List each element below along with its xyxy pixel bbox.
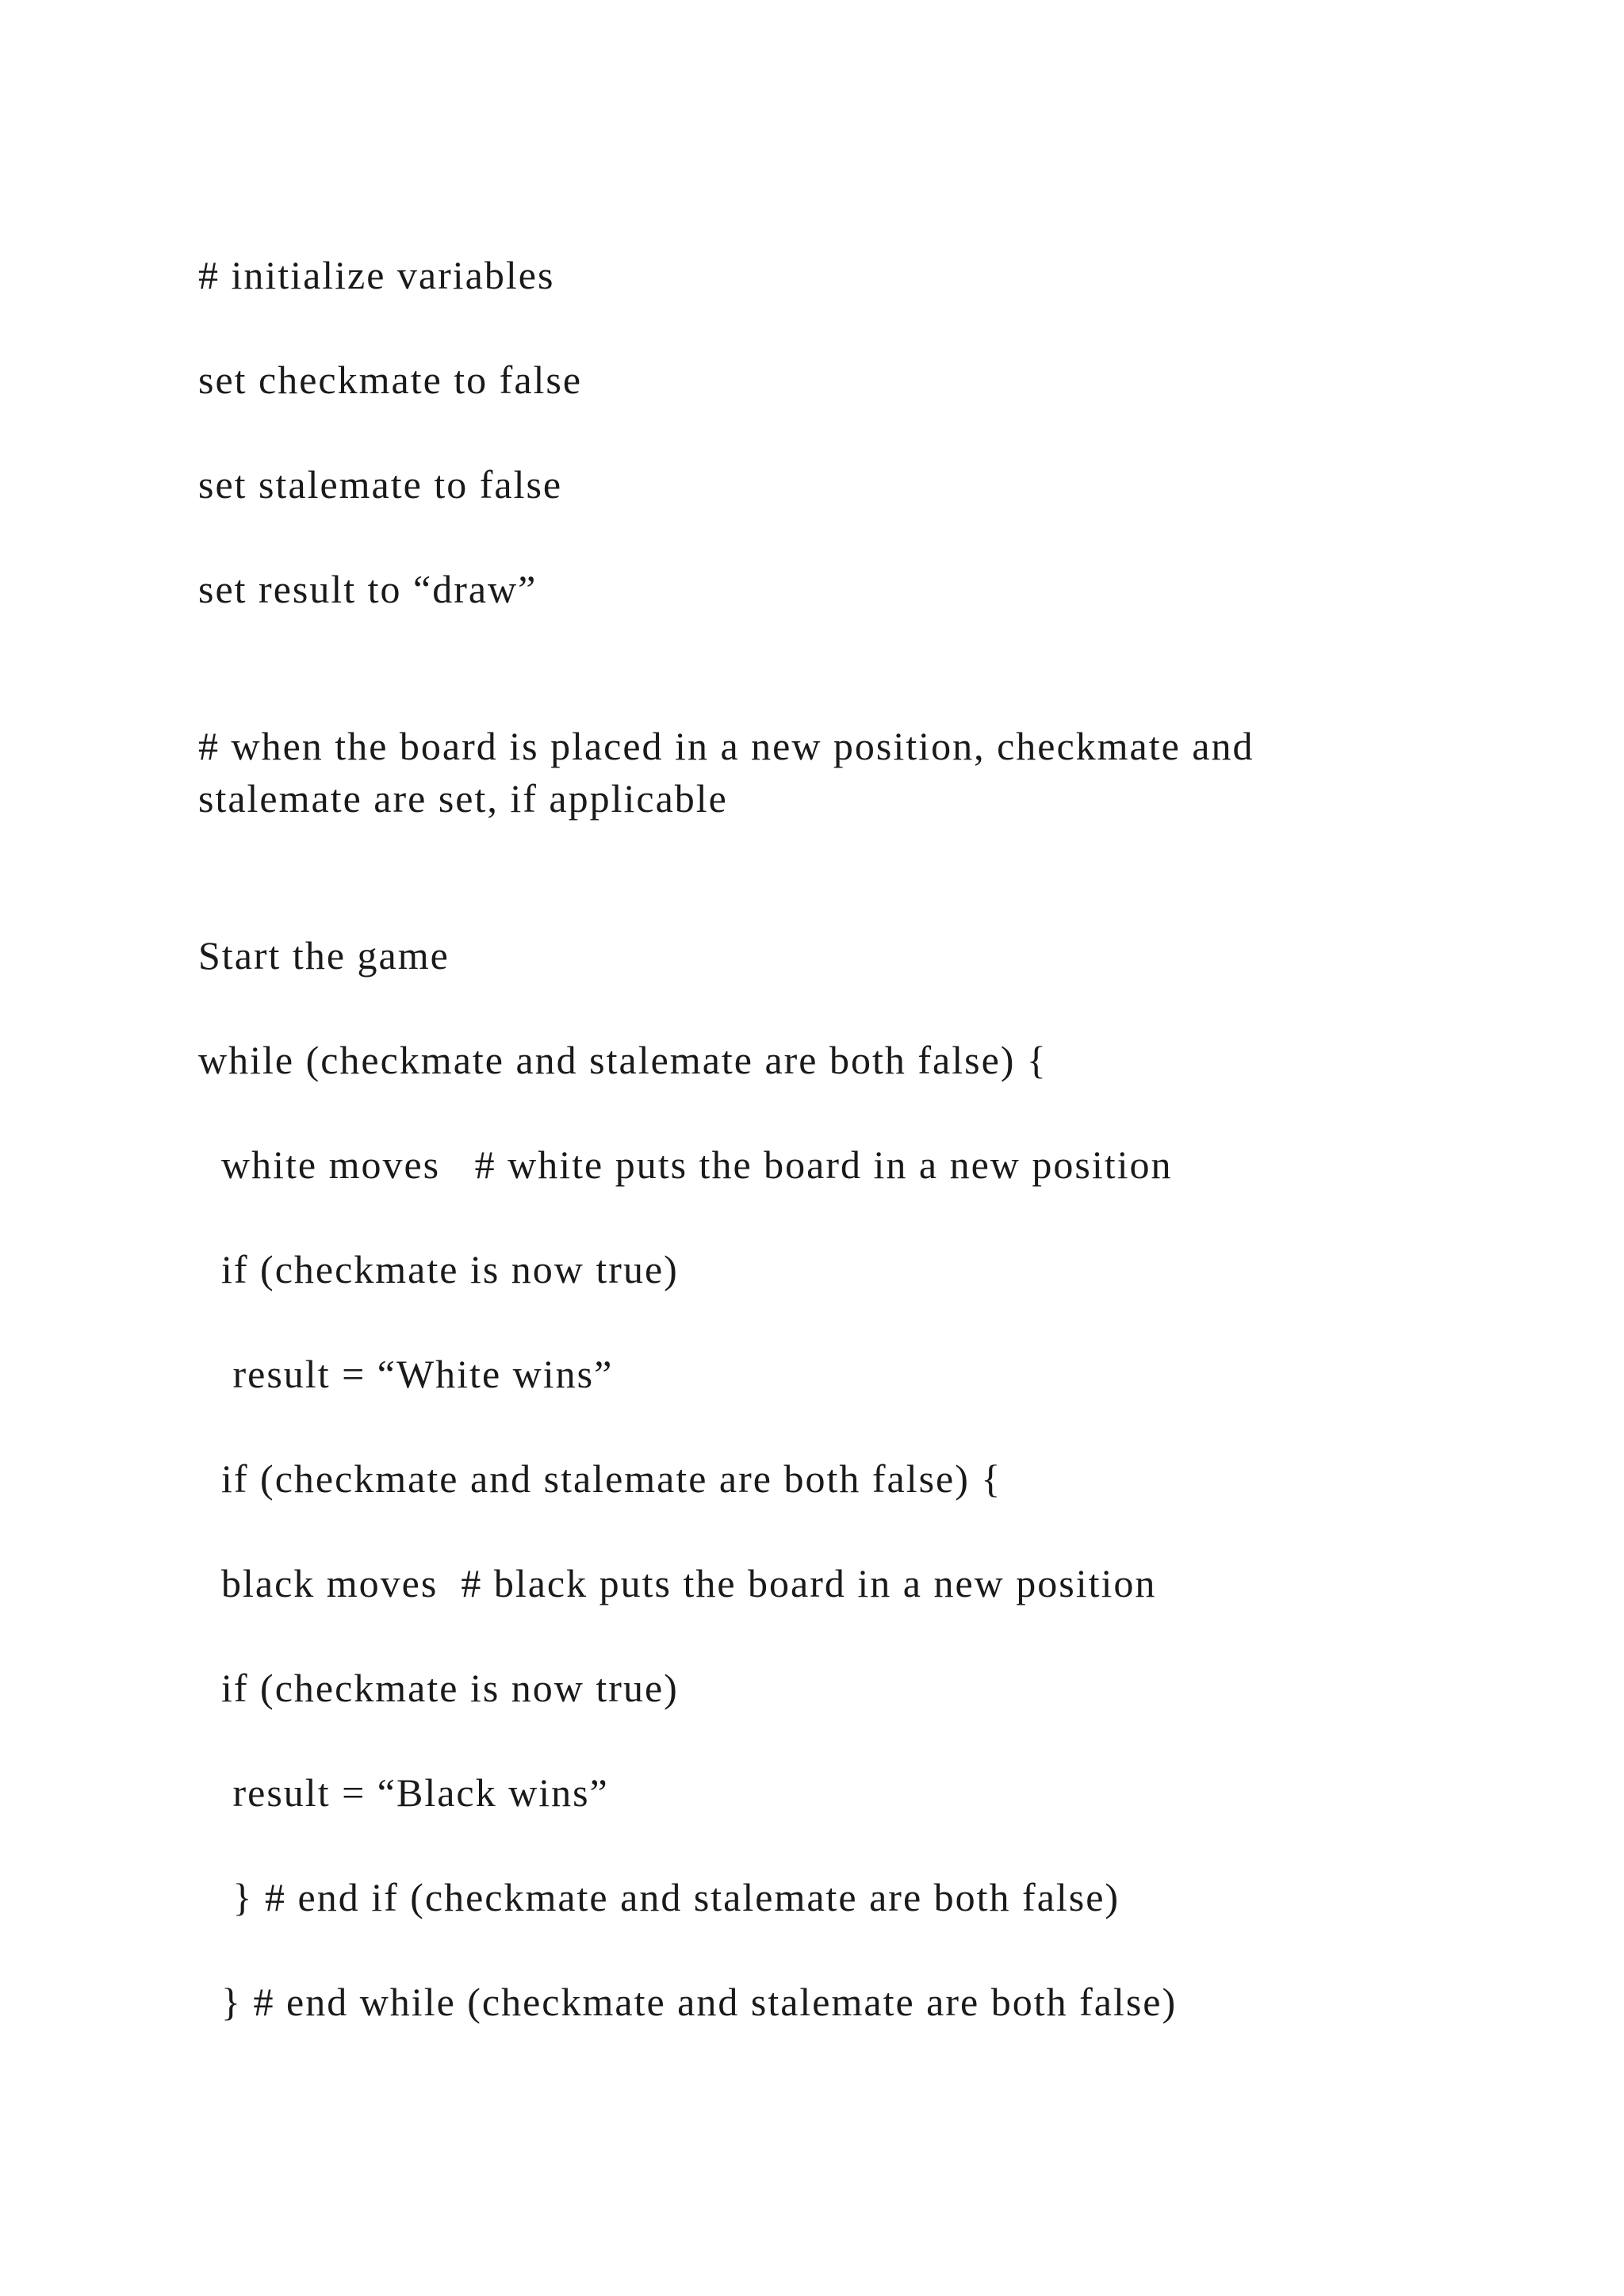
- code-line-result-white: result = “White wins”: [198, 1352, 614, 1396]
- code-line-end-if: } # end if (checkmate and stalemate are both false): [198, 1875, 1120, 1919]
- code-line-if-checkmate-black: if (checkmate is now true): [198, 1666, 679, 1710]
- code-line-while-loop: while (checkmate and stalemate are both false) {: [198, 1038, 1048, 1082]
- code-line-comment-initialize: # initialize variables: [198, 253, 555, 297]
- code-line-if-both-false: if (checkmate and stalemate are both false) {: [198, 1456, 1002, 1501]
- code-line-start-game: Start the game: [198, 933, 450, 978]
- code-line-white-moves: white moves # white puts the board in a new position: [198, 1142, 1173, 1187]
- code-line-black-moves: black moves # black puts the board in a new position: [198, 1561, 1157, 1605]
- code-line-set-result: set result to “draw”: [198, 567, 538, 611]
- code-line-set-stalemate: set stalemate to false: [198, 462, 563, 507]
- code-line-set-checkmate: set checkmate to false: [198, 358, 583, 402]
- code-line-result-black: result = “Black wins”: [198, 1770, 609, 1815]
- code-line-comment-board-position: # when the board is placed in a new position, checkmate and: [198, 724, 1254, 768]
- code-line-comment-continued: stalemate are set, if applicable: [198, 776, 728, 821]
- code-line-if-checkmate-white: if (checkmate is now true): [198, 1247, 679, 1292]
- code-line-end-while: } # end while (checkmate and stalemate are both false): [198, 1980, 1178, 2024]
